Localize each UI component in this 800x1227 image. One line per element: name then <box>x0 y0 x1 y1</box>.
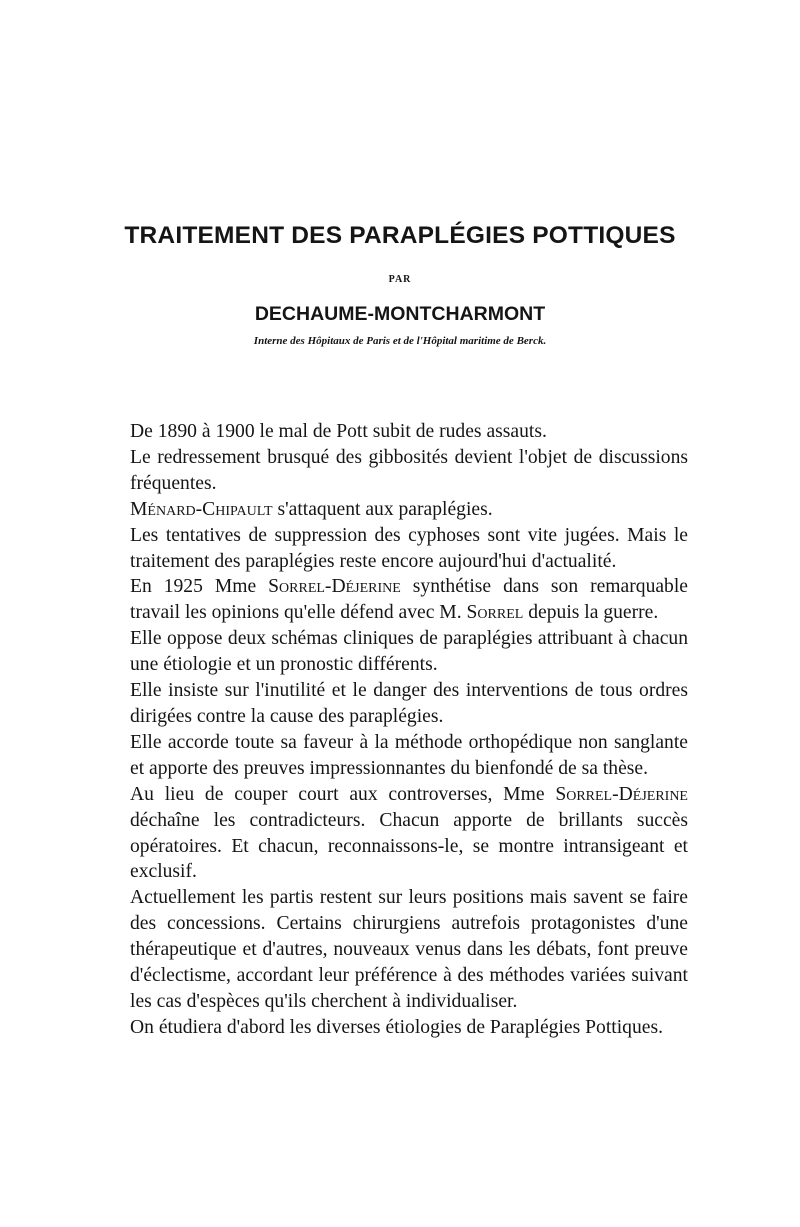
paragraph-9 <box>130 782 688 886</box>
paragraph-7 <box>130 678 688 730</box>
paragraph-text-mid: synthétise dans son remarquable travail les opinions qu'elle défend avec M. <box>130 576 688 624</box>
paragraph-text: Elle accorde toute sa faveur à la méthode orthopédique non sanglante et apporte des preuves impressionnantes du bienfondé de sa thèse. <box>130 731 688 779</box>
paragraph-text-pre: En 1925 Mme <box>130 576 269 598</box>
paragraph-text: s'attaquent aux paraplégies. <box>272 498 493 520</box>
paragraph-5 <box>130 574 688 626</box>
paragraph-text: De 1890 à 1900 le mal de Pott subit de rudes assauts. <box>130 421 547 442</box>
paragraph-text: déchaîne les contradicteurs. Chacun apporte de brillants succès opératoires. Et chacun, reconnaissons-le, se montre intransigeant et exclusif. <box>130 809 688 883</box>
paragraph-text: Actuellement les partis restent sur leurs positions mais savent se faire des concessions. Certains chirurgiens autrefois protagonistes d'une thérapeutique et d'autres, nouveaux venus dans les débats, font preuve d'éclectisme, accordant leur préférence à des méthodes variées suivant les cas d'espèces qu'ils cherchent à individualiser. <box>130 887 688 1012</box>
paragraph-text: depuis la guerre. <box>523 602 659 624</box>
page-title: TRAITEMENT DES PARAPLÉGIES POTTIQUES <box>124 222 676 249</box>
paragraph-4 <box>130 523 688 575</box>
paragraph-text: Elle insiste sur l'inutilité et le danger des interventions de tous ordres dirigées contre la cause des paraplégies. <box>130 680 688 727</box>
author-affiliation: Interne des Hôpitaux de Paris et de l'Hôpital maritime de Berck. <box>253 335 547 347</box>
paragraph-text: On étudiera d'abord les diverses étiologies de Paraplégies Pottiques. <box>130 1016 663 1038</box>
author-name: DECHAUME-MONTCHARMONT <box>254 303 546 325</box>
author-name-smallcaps: Sorrel-Déjerine <box>268 576 401 598</box>
paragraph-10 <box>130 885 688 1015</box>
paragraph-3 <box>130 497 688 523</box>
paragraph-text: Le redressement brusqué des gibbosités devient l'objet de discussions fréquentes. <box>130 446 688 494</box>
paragraph-text: Les tentatives de suppression des cyphoses sont vite jugées. Mais le traitement des paraplégies reste encore aujourd'hui d'actualité. <box>130 524 688 572</box>
author-name-smallcaps-2: Sorrel <box>466 602 524 624</box>
author-names-smallcaps: Ménard-Chipault <box>130 498 273 520</box>
paragraph-text: Elle oppose deux schémas cliniques de paraplégies attribuant à chacun une étiologie et un pronostic différents. <box>130 628 688 676</box>
paragraph-11 <box>130 1015 688 1041</box>
body-text <box>130 419 688 1041</box>
paragraph-6 <box>130 626 688 678</box>
paragraph-8 <box>130 730 688 782</box>
paragraph-1 <box>130 419 688 445</box>
paragraph-2 <box>130 445 688 497</box>
paragraph-text-pre: Au lieu de couper court aux controverses, Mme <box>130 783 556 805</box>
byline-par: PAR <box>388 274 412 285</box>
author-name-smallcaps: Sorrel-Déjerine <box>555 783 688 805</box>
